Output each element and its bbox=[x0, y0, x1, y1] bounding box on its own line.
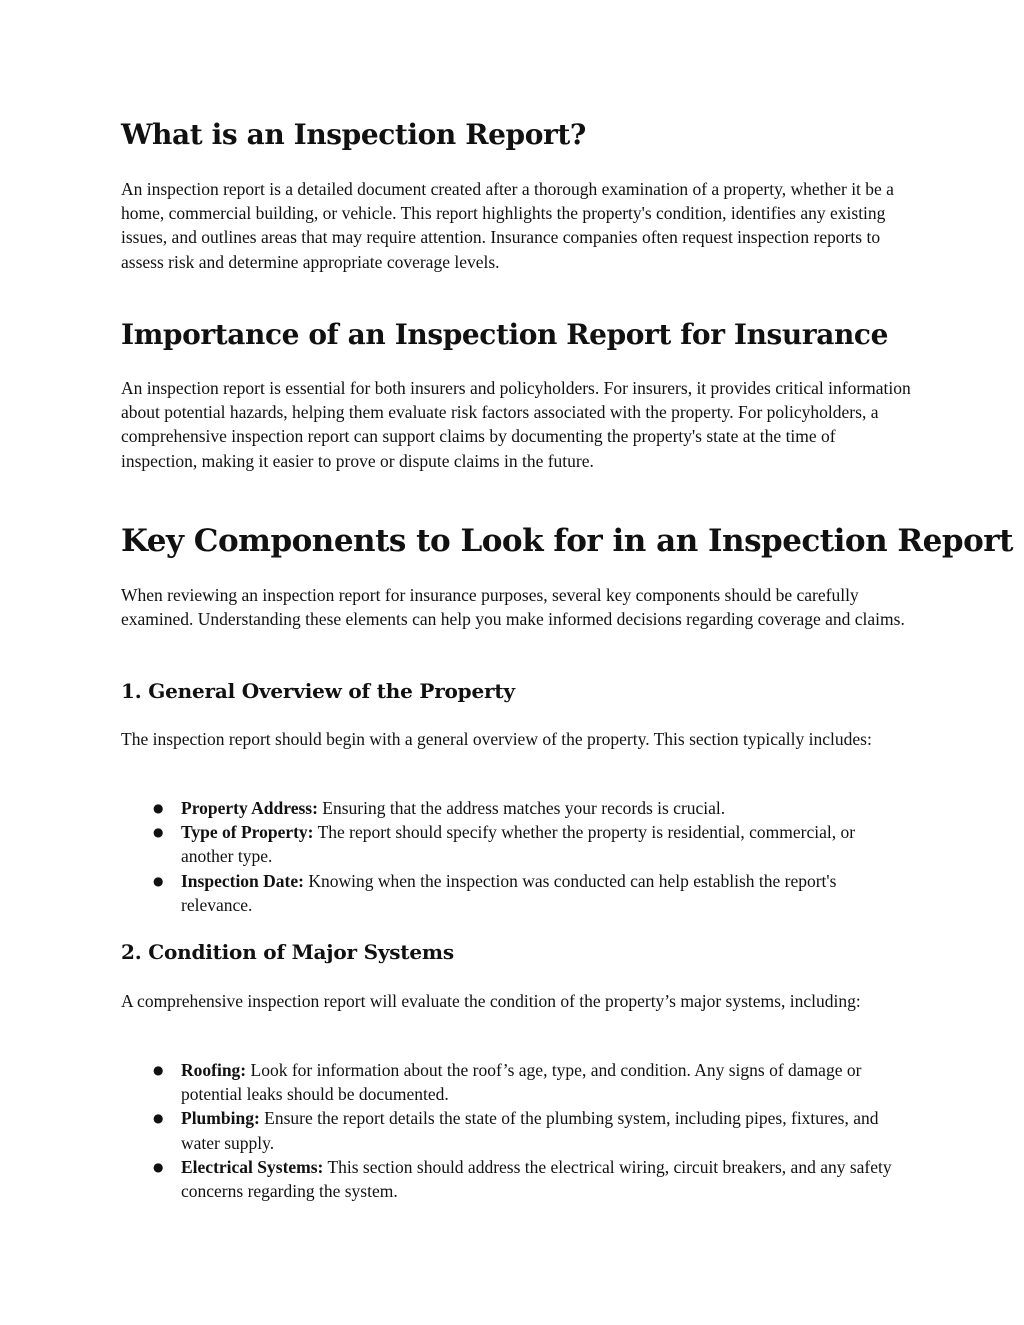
list-item-label: Plumbing: bbox=[181, 1108, 260, 1129]
bullet-icon: ● bbox=[153, 1063, 164, 1077]
list-item bbox=[121, 1058, 911, 1106]
heading-what-is-inspection-report: What is an Inspection Report? bbox=[121, 118, 586, 151]
list-item-label: Property Address: bbox=[181, 798, 318, 818]
bullet-icon: ● bbox=[153, 825, 164, 840]
list-item bbox=[121, 820, 911, 868]
list-item bbox=[121, 1106, 911, 1154]
list-item-text: Look for information about the roof’s age, type, and condition. Any signs of damage or potential leaks should be documented. bbox=[181, 1060, 862, 1105]
paragraph-major-systems: A comprehensive inspection report will evaluate the condition of the property’s major systems, including: bbox=[121, 991, 861, 1011]
list-item-label: Electrical Systems: bbox=[181, 1156, 324, 1177]
subheading-general-overview: 1. General Overview of the Property bbox=[121, 679, 515, 703]
list-item-label: Inspection Date: bbox=[181, 870, 304, 891]
paragraph-definition: An inspection report is a detailed document created after a thorough examination of a property, whether it be a home, commercial building, or vehicle. This report highlights the property's condition, identifies any existing issues, and outlines areas that may require attention. Insurance companies often request inspection reports to assess risk and determine appropriate coverage levels. bbox=[121, 179, 894, 272]
list-item-text: Knowing when the inspection was conducted can help establish the report's relevance. bbox=[181, 870, 837, 915]
list-item-text: Ensure the report details the state of the plumbing system, including pipes, fixtures, and water supply. bbox=[181, 1108, 879, 1153]
bullet-icon: ● bbox=[153, 801, 164, 815]
bullet-list-major-systems bbox=[121, 1058, 911, 1203]
bullet-icon: ● bbox=[153, 873, 164, 888]
heading-importance: Importance of an Inspection Report for Insurance bbox=[121, 318, 888, 351]
list-item bbox=[121, 1155, 911, 1203]
paragraph-importance: An inspection report is essential for both insurers and policyholders. For insurers, it provides critical information about potential hazards, helping them evaluate risk factors associated with the property. For policyholders, a comprehensive inspection report can support claims by documenting the property's state at the time of inspection, making it easier to prove or dispute claims in the future. bbox=[121, 378, 911, 471]
list-item-text: This section should address the electrical wiring, circuit breakers, and any safety concerns regarding the system. bbox=[181, 1156, 892, 1202]
bullet-icon: ● bbox=[153, 1159, 164, 1174]
list-item bbox=[121, 796, 911, 820]
list-item-text: The report should specify whether the property is residential, commercial, or another type. bbox=[181, 822, 856, 867]
list-item-label: Roofing: bbox=[181, 1060, 247, 1080]
paragraph-general-overview: The inspection report should begin with a general overview of the property. This section typically includes: bbox=[121, 729, 872, 749]
list-item bbox=[121, 869, 911, 917]
heading-key-components: Key Components to Look for in an Inspection Report bbox=[121, 523, 1013, 559]
paragraph-key-components: When reviewing an inspection report for insurance purposes, several key components should be carefully examined. Understanding these elements can help you make informed decisions regarding coverage and claims. bbox=[121, 585, 905, 630]
bullet-list-general-overview bbox=[121, 796, 911, 917]
list-item-text: Ensuring that the address matches your records is crucial. bbox=[317, 798, 726, 818]
list-item-label: Type of Property: bbox=[181, 822, 314, 843]
bullet-icon: ● bbox=[153, 1111, 164, 1126]
subheading-major-systems: 2. Condition of Major Systems bbox=[121, 940, 454, 964]
